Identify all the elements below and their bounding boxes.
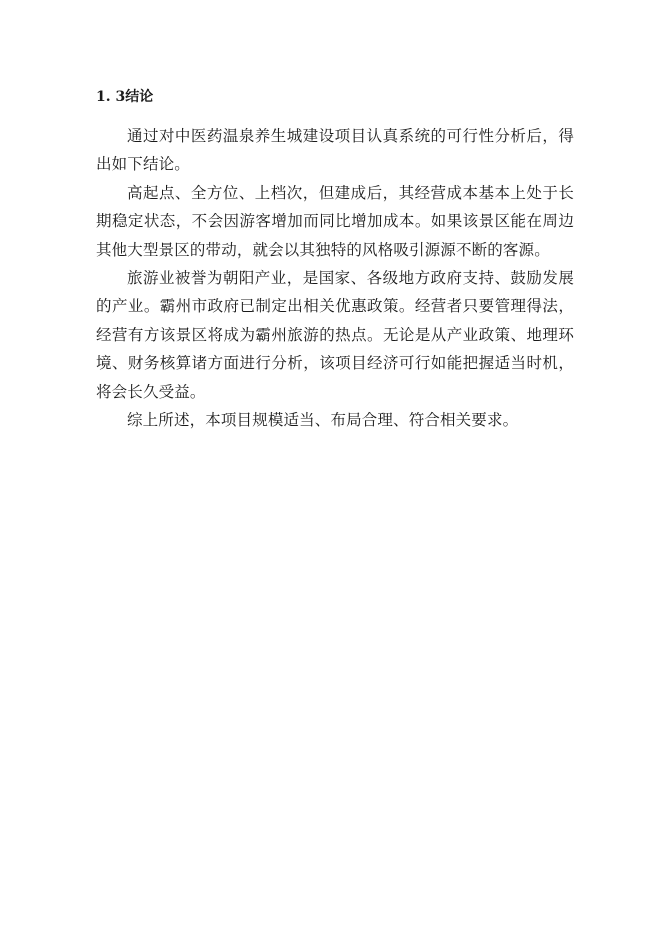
paragraph-industry: 旅游业被誉为朝阳产业，是国家、各级地方政府支持、鼓励发展的产业。霸州市政府已制定出相关优惠政策。经营者只要管理得法，经营有方该景区将成为霸州旅游的热点。无论是从产业政策、地理环境、财务核算诸方面进行分析，该项目经济可行如能把握适当时机，将会长久受益。 xyxy=(96,269,574,401)
paragraph-intro: 通过对中医药温泉养生城建设项目认真系统的可行性分析后，得出如下结论。 xyxy=(96,127,574,174)
section-heading: 1. 3结论 xyxy=(96,89,154,105)
paragraph-summary: 综上所述，本项目规模适当、布局合理、符合相关要求。 xyxy=(127,411,519,430)
paragraph-cost: 高起点、全方位、上档次，但建成后，其经营成本基本上处于长期稳定状态，不会因游客增加而同比增加成本。如果该景区能在周边其他大型景区的带动，就会以其独特的风格吸引源源不断的客源。 xyxy=(96,183,574,259)
document-body xyxy=(96,122,574,434)
